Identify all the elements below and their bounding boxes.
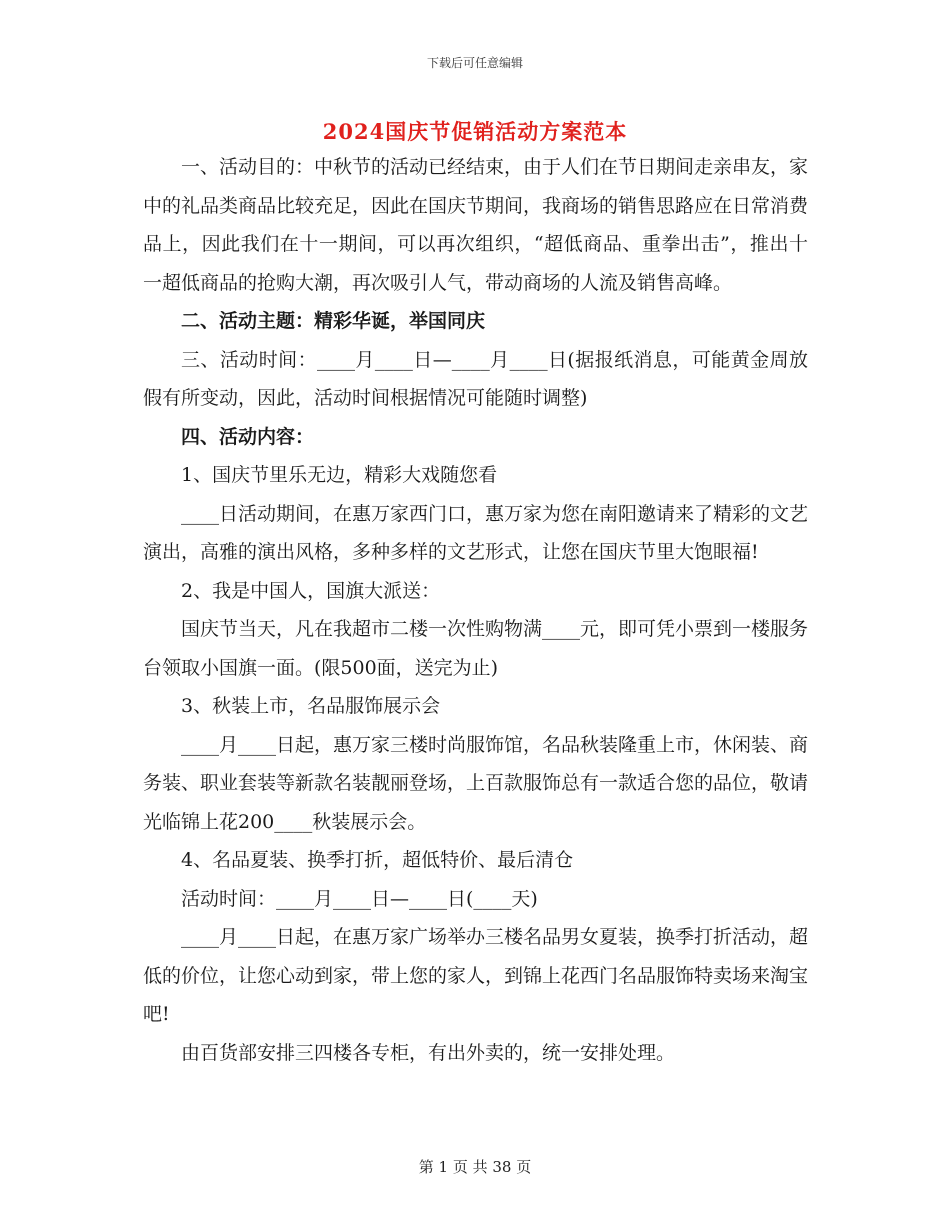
paragraph-closing: 由百货部安排三四楼各专柜，有出外卖的，统一安排处理。 xyxy=(181,1041,676,1064)
paragraph-content-heading: 四、活动内容： xyxy=(181,425,315,448)
paragraph-item3-body: ____月____日起，惠万家三楼时尚服饰馆，名品秋装隆重上市，休闲装、商务装、职业套装等新款名装靓丽登场，上百款服饰总有一款适合您的品位，敬请光临锦上花200____秋装展示会。 xyxy=(143,733,809,833)
page-footer: 第 1 页 共 38 页 xyxy=(418,1158,532,1176)
paragraph-item4-time: 活动时间：____月____日—____日(____天) xyxy=(181,887,538,910)
paragraph-item1-body: ____日活动期间，在惠万家西门口，惠万家为您在南阳邀请来了精彩的文艺演出，高雅的演出风格，多种多样的文艺形式，让您在国庆节里大饱眼福! xyxy=(143,502,809,563)
paragraph-item2-heading: 2、我是中国人，国旗大派送： xyxy=(181,579,441,602)
paragraph-item2-body: 国庆节当天，凡在我超市二楼一次性购物满____元，即可凭小票到一楼服务台领取小国旗一面。(限500面，送完为止) xyxy=(143,618,809,679)
paragraph-purpose: 一、活动目的：中秋节的活动已经结束，由于人们在节日期间走亲串友，家中的礼品类商品比较充足，因此在国庆节期间，我商场的销售思路应在日常消费品上，因此我们在十一期间，可以再次组织，“超低商品、重拳出击”，推出十一超低商品的抢购大潮，再次吸引人气，带动商场的人流及销售高峰。 xyxy=(143,156,809,294)
header-note: 下载后可任意编辑 xyxy=(426,56,523,70)
paragraph-time: 三、活动时间：____月____日—____月____日(据报纸消息，可能黄金周放假有所变动，因此，活动时间根据情况可能随时调整) xyxy=(143,348,808,409)
paragraph-item4-body: ____月____日起，在惠万家广场举办三楼名品男女夏装，换季打折活动，超低的价位，让您心动到家，带上您的家人，到锦上花西门名品服饰特卖场来淘宝吧! xyxy=(143,926,809,1025)
paragraph-item3-heading: 3、秋装上市，名品服饰展示会 xyxy=(181,695,441,717)
document-title: 2024国庆节促销活动方案范本 xyxy=(322,119,628,144)
document-body xyxy=(143,148,808,1072)
paragraph-item4-heading: 4、名品夏装、换季打折，超低特价、最后清仓 xyxy=(181,849,574,871)
paragraph-item1-heading: 1、国庆节里乐无边，精彩大戏随您看 xyxy=(181,464,498,486)
paragraph-theme: 二、活动主题：精彩华诞，举国同庆 xyxy=(181,310,486,332)
